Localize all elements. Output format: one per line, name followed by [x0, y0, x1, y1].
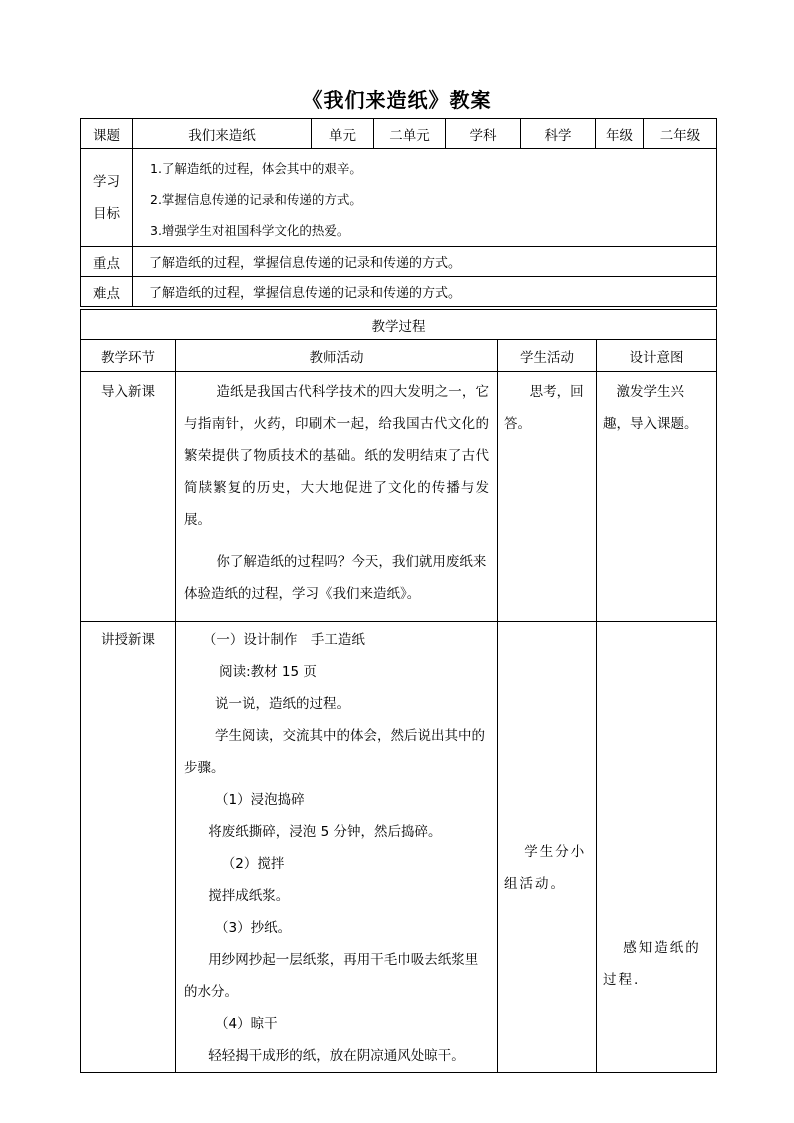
key-point-row — [81, 247, 717, 277]
teacher-line: 用纱网抄起一层纸浆，再用干毛巾吸去纸浆里的水分。 — [184, 952, 479, 1000]
subject-label: 学科 — [446, 119, 521, 149]
teacher-line: （一）设计制作 手工造纸 — [202, 632, 365, 648]
new-lesson-intent: 感知造纸的过程. — [597, 622, 717, 1073]
goal-item: 2.掌握信息传递的记录和传递的方式。 — [150, 192, 362, 207]
key-point-label: 重点 — [81, 247, 133, 277]
process-header-row — [81, 340, 717, 372]
intro-stage: 导入新课 — [81, 372, 176, 622]
teacher-line: （1）浸泡捣碎 — [215, 792, 305, 808]
teacher-line: （3）抄纸。 — [215, 920, 292, 936]
intro-teacher-p1: 造纸是我国古代科学技术的四大发明之一，它与指南针，火药，印刷术一起，给我国古代文化的繁荣提供了物质技术的基础。纸的发明结束了古代简牍繁复的历史，大大地促进了文化的传播与发展。 — [184, 384, 489, 528]
teacher-line: （2）搅拌 — [221, 856, 285, 872]
new-lesson-stage: 讲授新课 — [81, 622, 176, 1073]
header-stage: 教学环节 — [81, 340, 176, 372]
grade-value: 二年级 — [644, 119, 717, 149]
grade-label: 年级 — [596, 119, 644, 149]
teacher-line: 搅拌成纸浆。 — [208, 888, 290, 904]
new-lesson-student: 学生分小组活动。 — [498, 622, 597, 1073]
teacher-line: 将废纸撕碎，浸泡 5 分钟，然后捣碎。 — [208, 824, 442, 840]
header-intent: 设计意图 — [597, 340, 717, 372]
teacher-line: 轻轻揭干成形的纸，放在阴凉通风处晾干。 — [208, 1048, 465, 1064]
goals-label: 学习 目标 — [81, 149, 133, 247]
info-row — [81, 119, 717, 149]
goals-row — [81, 149, 717, 247]
teaching-process-table — [80, 309, 717, 1073]
new-lesson-teacher — [176, 622, 498, 1073]
teacher-line: 阅读:教材 15 页 — [219, 664, 317, 680]
intro-student: 思考，回答。 — [498, 372, 597, 622]
subject-value: 科学 — [521, 119, 596, 149]
intro-intent: 激发学生兴趣，导入课题。 — [597, 372, 717, 622]
header-student: 学生活动 — [498, 340, 597, 372]
lesson-value: 我们来造纸 — [133, 119, 312, 149]
intro-row — [81, 372, 717, 622]
intro-teacher — [176, 372, 498, 622]
difficulty-row — [81, 277, 717, 307]
page-title: 《我们来造纸》教案 — [302, 88, 492, 112]
lesson-label: 课题 — [81, 119, 133, 149]
unit-label: 单元 — [312, 119, 374, 149]
goal-item: 3.增强学生对祖国科学文化的热爱。 — [150, 223, 350, 238]
intro-teacher-p2: 你了解造纸的过程吗？今天，我们就用废纸来体验造纸的过程，学习《我们来造纸》。 — [184, 554, 487, 602]
goal-item: 1.了解造纸的过程，体会其中的艰辛。 — [150, 161, 362, 176]
teacher-line: （4）晾干 — [215, 1016, 278, 1032]
goals-list — [133, 149, 717, 247]
header-teacher: 教师活动 — [176, 340, 498, 372]
teacher-line: 说一说，造纸的过程。 — [215, 696, 351, 712]
unit-value: 二单元 — [374, 119, 446, 149]
lesson-info-table — [80, 118, 717, 307]
difficulty-label: 难点 — [81, 277, 133, 307]
new-lesson-row — [81, 622, 717, 1073]
difficulty-value: 了解造纸的过程，掌握信息传递的记录和传递的方式。 — [133, 277, 717, 307]
teacher-line: 学生阅读，交流其中的体会，然后说出其中的步骤。 — [184, 728, 486, 776]
key-point-value: 了解造纸的过程，掌握信息传递的记录和传递的方式。 — [133, 247, 717, 277]
process-title: 教学过程 — [81, 310, 717, 340]
process-title-row — [81, 310, 717, 340]
